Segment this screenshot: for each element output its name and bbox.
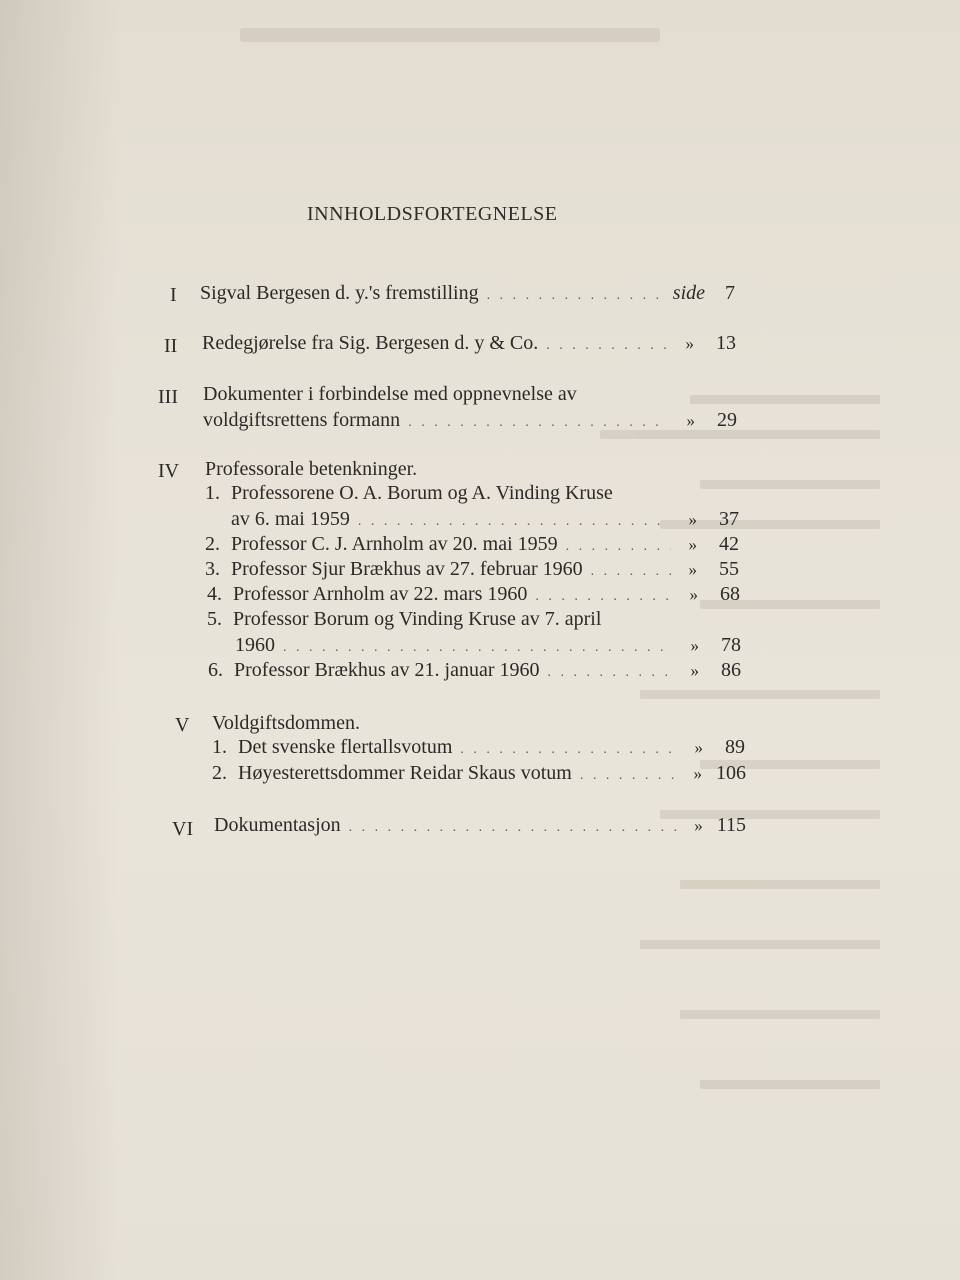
leader-dots [591, 564, 671, 580]
toc-entry [200, 282, 735, 305]
ditto-mark: » [689, 585, 698, 604]
toc-entry [203, 383, 658, 406]
section-numeral: I [170, 284, 177, 306]
leader-dots [283, 640, 673, 656]
section-numeral: VI [172, 818, 194, 840]
leader-dots [566, 539, 671, 555]
section-title [205, 458, 417, 481]
page-number: 78 [721, 634, 741, 656]
leader-dots [580, 768, 676, 784]
entry-title: Sigval Bergesen d. y.'s fremstilling [200, 282, 479, 304]
page-number: 42 [719, 533, 739, 555]
item-title-line2: 1960 [235, 634, 275, 656]
page-number: 89 [725, 736, 745, 758]
entry-title: Redegjørelse fra Sig. Bergesen d. y & Co. [202, 332, 539, 354]
toc-subentry [212, 736, 745, 759]
leader-dots [349, 820, 677, 836]
page-number: 115 [716, 814, 746, 836]
toc-subentry [205, 558, 739, 581]
leader-dots [408, 415, 669, 431]
item-title: Professor Sjur Brækhus av 27. februar 1960 [231, 558, 583, 580]
page-number: 7 [725, 282, 735, 304]
section-numeral: V [175, 714, 190, 736]
section-numeral: IV [158, 460, 180, 482]
item-title: Professor C. J. Arnholm av 20. mai 1959 [231, 533, 558, 555]
toc-subentry [207, 608, 667, 631]
entry-title: Dokumentasjon [214, 814, 341, 836]
page-number: 86 [721, 659, 741, 681]
item-number: 4. [207, 583, 222, 605]
toc-subentry [231, 508, 739, 531]
ditto-mark: » [688, 535, 697, 554]
ditto-mark: » [694, 738, 703, 757]
page-number: 13 [716, 332, 736, 354]
toc-entry [214, 814, 746, 837]
entry-title-line1: Dokumenter i forbindelse med oppnevnelse av [203, 383, 577, 405]
item-number: 2. [205, 533, 220, 555]
item-title: Professor Brækhus av 21. januar 1960 [234, 659, 540, 681]
item-number: 3. [205, 558, 220, 580]
page-number: 106 [716, 762, 746, 784]
item-title-line2: av 6. mai 1959 [231, 508, 350, 530]
toc-subentry [208, 659, 741, 682]
section-title [212, 712, 360, 735]
ditto-mark: » [690, 661, 699, 680]
item-number: 1. [212, 736, 227, 758]
item-title-line1: Professorene O. A. Borum og A. Vinding Kruse [231, 482, 613, 504]
toc-subentry [235, 634, 741, 657]
toc-subentry [212, 762, 746, 785]
page-word: side [672, 282, 705, 304]
item-number: 5. [207, 608, 222, 630]
toc-heading: INNHOLDSFORTEGNELSE [307, 203, 558, 225]
leader-dots [548, 665, 673, 681]
toc-subentry [205, 482, 665, 505]
ditto-mark: » [693, 764, 702, 783]
ditto-mark: » [686, 411, 695, 430]
toc-entry [202, 332, 736, 355]
leader-dots [460, 742, 677, 758]
ditto-mark: » [685, 334, 694, 353]
entry-title: Professorale betenkninger. [205, 458, 418, 480]
item-number: 1. [205, 482, 220, 504]
leader-dots [358, 514, 671, 530]
entry-title: Voldgiftsdommen. [212, 712, 360, 734]
page-number: 68 [720, 583, 740, 605]
item-title: Professor Arnholm av 22. mars 1960 [233, 583, 528, 605]
item-number: 2. [212, 762, 227, 784]
entry-title-line2: voldgiftsrettens formann [203, 409, 401, 431]
ditto-mark: » [688, 510, 697, 529]
item-title-line1: Professor Borum og Vinding Kruse av 7. april [233, 608, 602, 630]
ditto-mark: » [688, 560, 697, 579]
section-numeral: II [164, 335, 178, 357]
ditto-mark: » [690, 636, 699, 655]
page-number: 29 [717, 409, 737, 431]
toc-subentry [205, 533, 739, 556]
leader-dots [535, 589, 672, 605]
section-numeral: III [158, 386, 178, 408]
page-number: 37 [719, 508, 739, 530]
item-number: 6. [208, 659, 223, 681]
leader-dots [487, 288, 665, 304]
leader-dots [546, 338, 668, 354]
item-title: Høyesterettsdommer Reidar Skaus votum [238, 762, 572, 784]
item-title: Det svenske flertallsvotum [238, 736, 453, 758]
toc-subentry [207, 583, 740, 606]
ditto-mark: » [694, 816, 703, 835]
toc-entry [203, 409, 737, 432]
page-number: 55 [719, 558, 739, 580]
